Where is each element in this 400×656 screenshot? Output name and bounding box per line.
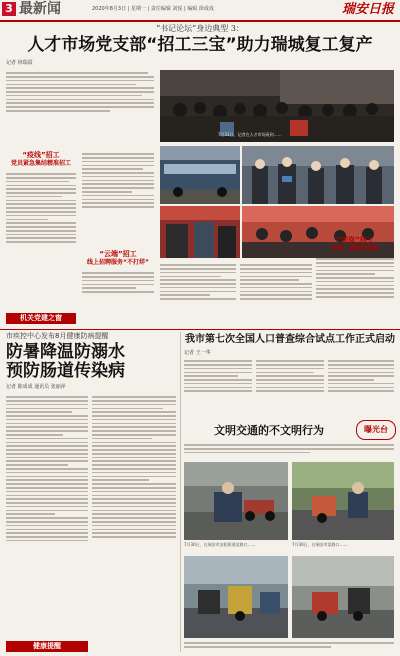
col-2-text — [82, 151, 154, 247]
subhead-2-sub: 线上招聘服务“不打烊” — [87, 259, 149, 266]
subhead-2-text: “云端”招工 — [99, 250, 137, 258]
subhead-send-jobs — [316, 236, 394, 253]
top-story-kicker: “书记论坛”身边典型 3： — [156, 24, 244, 33]
census-col-3 — [328, 358, 394, 420]
top-story-photo-crowd — [160, 70, 394, 142]
issue-meta: 2020年8月3日 | 星期一 | 责任编辑 刘悦 | 编辑 徐成成 — [92, 6, 214, 12]
photo-recruit-booth — [160, 206, 240, 258]
section-title: 最新闻 — [19, 1, 61, 17]
subhead-3-sub: 补链、揉链保供益 — [330, 245, 379, 252]
epidemic-col-2 — [92, 394, 176, 638]
traffic-headline: 文明交通的不文明行为 — [214, 424, 324, 437]
col-2b-text — [82, 270, 154, 310]
col-4-text — [240, 262, 312, 326]
traffic-photo-1 — [184, 462, 288, 540]
top-photo-caption: 7月31日，记者在人才市场看到…… — [218, 132, 282, 137]
exposure-logo: 曝光台 — [356, 420, 396, 440]
traffic-caption-2: 7月30日，在瑞安市某路口…… — [292, 542, 348, 547]
traffic-intro — [184, 442, 394, 460]
newspaper-logo: 瑞安日报 — [341, 2, 394, 17]
health-tip-tag: 健康提醒 — [6, 641, 88, 652]
col-3-text — [160, 262, 236, 326]
page-number: 3 — [2, 2, 16, 16]
traffic-photo-2 — [292, 462, 394, 540]
census-col-2 — [256, 358, 324, 420]
photo-workers-masks — [242, 146, 394, 204]
census-headline: 我市第七次全国人口普查综合试点工作正式启动 — [185, 334, 395, 345]
subhead-1-text: “疫线”招工 — [22, 151, 60, 159]
traffic-bottom-text — [184, 640, 394, 652]
subhead-epidemic-recruit — [6, 151, 76, 168]
traffic-photo-4 — [292, 556, 394, 638]
traffic-photo-3 — [184, 556, 288, 638]
epidemic-byline: 记者 陈成成 通讯员 张丽萍 — [6, 384, 66, 390]
column-divider — [180, 332, 181, 652]
epidemic-headline-2: 预防肠道传染病 — [6, 361, 125, 381]
top-story-intro — [6, 70, 154, 146]
col-5-text — [316, 256, 394, 326]
epidemic-col-1 — [6, 394, 88, 638]
subhead-cloud-recruit — [82, 250, 154, 267]
epidemic-kicker: 市疾控中心发布8月健康防病提醒 — [6, 332, 109, 340]
epidemic-headline-1: 防暑降温防溺水 — [6, 342, 125, 362]
census-byline: 记者 王一华 — [184, 350, 211, 356]
census-col-1 — [184, 358, 252, 420]
subhead-3-text: “送岗”招工 — [336, 236, 374, 244]
subhead-1-sub: 党员紧急集结精准招工 — [10, 160, 71, 167]
top-story-headline: 人才市场党支部“招工三宝”助力瑞城复工复产 — [27, 35, 373, 55]
section-divider — [0, 329, 400, 330]
page-header — [0, 0, 400, 22]
photo-bus — [160, 146, 240, 204]
party-building-tag: 机关党建之窗 — [6, 313, 76, 324]
col-1-text — [6, 171, 76, 289]
top-story-byline: 记者 林瑞霞 — [6, 60, 33, 66]
traffic-caption-1: 7月30日，在瑞安市安阳街道某路口…… — [184, 542, 256, 547]
